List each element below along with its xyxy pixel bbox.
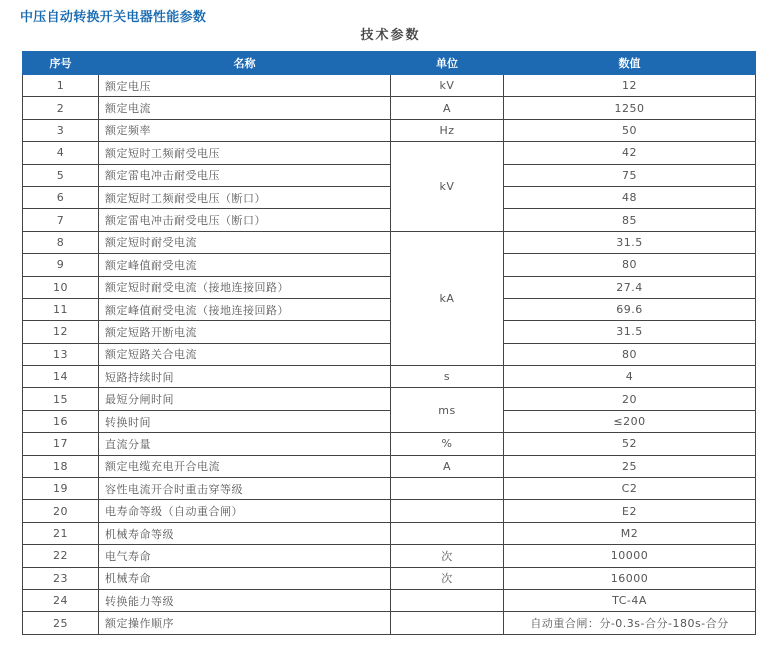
value-cell: 10000 [504,545,756,567]
table-row [23,388,756,410]
row-index-cell: 12 [23,321,99,343]
table-row [23,254,756,276]
value-cell: 75 [504,164,756,186]
table-row [23,545,756,567]
unit-cell [391,500,504,522]
parameter-name-cell: 额定电缆充电开合电流 [99,455,391,477]
parameter-name-cell: 额定频率 [99,119,391,141]
parameter-name-cell: 额定峰值耐受电流 [99,254,391,276]
value-cell: 31.5 [504,321,756,343]
column-header-name: 名称 [99,52,391,75]
table-body [23,75,756,635]
value-cell: 80 [504,343,756,365]
unit-cell: kA [391,231,504,365]
unit-cell: A [391,97,504,119]
parameter-name-cell: 额定雷电冲击耐受电压（断口） [99,209,391,231]
unit-cell: 次 [391,545,504,567]
row-index-cell: 16 [23,410,99,432]
row-index-cell: 17 [23,433,99,455]
column-header-value: 数值 [504,52,756,75]
unit-cell: s [391,366,504,388]
parameter-name-cell: 额定短时耐受电流（接地连接回路） [99,276,391,298]
table-row [23,612,756,634]
table-row [23,209,756,231]
row-index-cell: 2 [23,97,99,119]
row-index-cell: 15 [23,388,99,410]
parameter-name-cell: 额定短路关合电流 [99,343,391,365]
page-title: 中压自动转换开关电器性能参数 [20,10,207,25]
parameter-name-cell: 额定短时耐受电流 [99,231,391,253]
parameter-name-cell: 转换能力等级 [99,589,391,611]
row-index-cell: 1 [23,75,99,97]
value-cell: 27.4 [504,276,756,298]
unit-cell [391,589,504,611]
value-cell: 80 [504,254,756,276]
value-cell: 自动重合闸：分-0.3s-合分-180s-合分 [504,612,756,634]
row-index-cell: 21 [23,522,99,544]
unit-cell: ms [391,388,504,433]
value-cell: 20 [504,388,756,410]
parameter-name-cell: 额定短时工频耐受电压 [99,142,391,164]
unit-cell [391,478,504,500]
value-cell: ≤200 [504,410,756,432]
row-index-cell: 18 [23,455,99,477]
column-header-index: 序号 [23,52,99,75]
unit-cell [391,612,504,634]
table-row [23,343,756,365]
value-cell: 12 [504,75,756,97]
column-header-unit: 单位 [391,52,504,75]
table-row [23,321,756,343]
table-row [23,433,756,455]
value-cell: 50 [504,119,756,141]
unit-cell: A [391,455,504,477]
value-cell: 4 [504,366,756,388]
row-index-cell: 7 [23,209,99,231]
table-row [23,478,756,500]
table-row [23,75,756,97]
parameter-name-cell: 容性电流开合时重击穿等级 [99,478,391,500]
table-row [23,97,756,119]
table-header-row [23,52,756,75]
parameter-name-cell: 额定操作顺序 [99,612,391,634]
parameter-name-cell: 机械寿命等级 [99,522,391,544]
parameters-table [22,51,756,635]
row-index-cell: 11 [23,298,99,320]
parameter-name-cell: 电气寿命 [99,545,391,567]
parameter-name-cell: 额定短时工频耐受电压（断口） [99,186,391,208]
parameter-name-cell: 额定峰值耐受电流（接地连接回路） [99,298,391,320]
row-index-cell: 4 [23,142,99,164]
table-row [23,500,756,522]
row-index-cell: 22 [23,545,99,567]
value-cell: 1250 [504,97,756,119]
row-index-cell: 13 [23,343,99,365]
table-subtitle: 技术参数 [360,28,421,43]
value-cell: E2 [504,500,756,522]
row-index-cell: 9 [23,254,99,276]
parameter-name-cell: 短路持续时间 [99,366,391,388]
unit-cell: Hz [391,119,504,141]
table-row [23,298,756,320]
table-row [23,366,756,388]
value-cell: 31.5 [504,231,756,253]
table-row [23,142,756,164]
row-index-cell: 19 [23,478,99,500]
parameter-name-cell: 额定电流 [99,97,391,119]
row-index-cell: 8 [23,231,99,253]
row-index-cell: 5 [23,164,99,186]
unit-cell: % [391,433,504,455]
table-row [23,589,756,611]
unit-cell: kV [391,75,504,97]
value-cell: 48 [504,186,756,208]
table-row [23,276,756,298]
value-cell: 16000 [504,567,756,589]
table-row [23,119,756,141]
unit-cell: 次 [391,567,504,589]
parameter-name-cell: 额定雷电冲击耐受电压 [99,164,391,186]
table-row [23,186,756,208]
row-index-cell: 6 [23,186,99,208]
value-cell: 69.6 [504,298,756,320]
row-index-cell: 14 [23,366,99,388]
value-cell: 52 [504,433,756,455]
parameter-name-cell: 最短分闸时间 [99,388,391,410]
parameter-name-cell: 额定电压 [99,75,391,97]
unit-cell: kV [391,142,504,232]
parameter-name-cell: 机械寿命 [99,567,391,589]
parameter-name-cell: 直流分量 [99,433,391,455]
value-cell: TC-4A [504,589,756,611]
parameter-name-cell: 电寿命等级（自动重合闸） [99,500,391,522]
value-cell: 25 [504,455,756,477]
row-index-cell: 23 [23,567,99,589]
value-cell: 42 [504,142,756,164]
row-index-cell: 24 [23,589,99,611]
unit-cell [391,522,504,544]
table-row [23,164,756,186]
row-index-cell: 20 [23,500,99,522]
value-cell: 85 [504,209,756,231]
row-index-cell: 10 [23,276,99,298]
value-cell: C2 [504,478,756,500]
table-row [23,410,756,432]
parameter-name-cell: 转换时间 [99,410,391,432]
value-cell: M2 [504,522,756,544]
table-row [23,522,756,544]
table-row [23,567,756,589]
parameter-name-cell: 额定短路开断电流 [99,321,391,343]
table-row [23,455,756,477]
row-index-cell: 3 [23,119,99,141]
table-row [23,231,756,253]
row-index-cell: 25 [23,612,99,634]
